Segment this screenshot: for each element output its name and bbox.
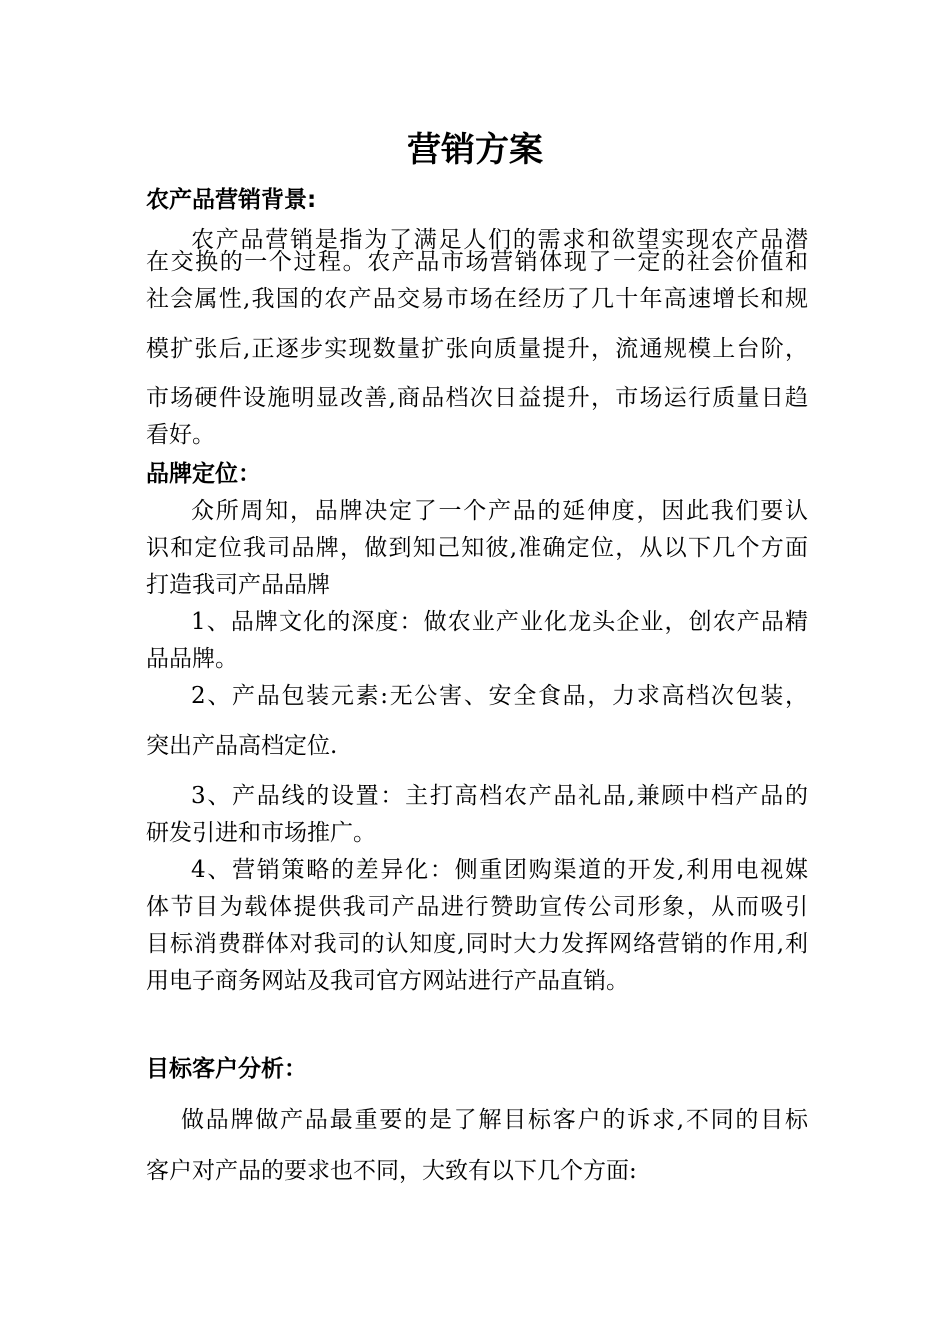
paragraph-line: 做品牌做产品最重要的是了解目标客户的诉求,不同的目标 [181, 1107, 808, 1133]
paragraph-line: 市场硬件设施明显改善,商品档次日益提升，市场运行质量日趋 [146, 385, 808, 411]
section-heading-background: 农产品营销背景: [146, 187, 317, 213]
list-item-line: 突出产品高档定位. [146, 733, 338, 759]
paragraph-line: 识和定位我司品牌，做到知己知彼,准确定位，从以下几个方面 [146, 535, 808, 561]
list-item-line: 目标消费群体对我司的认知度,同时大力发挥网络营销的作用,利 [146, 931, 808, 957]
paragraph-line: 客户对产品的要求也不同，大致有以下几个方面: [146, 1158, 637, 1184]
paragraph-line: 模扩张后,正逐步实现数量扩张向质量提升，流通规模上台阶， [146, 336, 808, 362]
paragraph-line: 看好。 [146, 422, 215, 448]
list-item-line: 用电子商务网站及我司官方网站进行产品直销。 [146, 968, 629, 994]
list-item-line: 研发引进和市场推广。 [146, 820, 376, 846]
list-item-line: 品品牌。 [146, 646, 238, 672]
section-heading-target-customers: 目标客户分析： [146, 1056, 307, 1082]
list-item-line: 体节目为载体提供我司产品进行赞助宣传公司形象，从而吸引 [146, 894, 808, 920]
list-item-line: 3、产品线的设置：主打高档农产品礼品,兼顾中档产品的 [191, 783, 808, 809]
paragraph-line: 农产品营销是指为了满足人们的需求和欲望实现农产品潜 [191, 227, 808, 253]
page-title: 营销方案 [407, 130, 543, 170]
paragraph-line: 打造我司产品品牌 [146, 572, 330, 598]
paragraph-line: 社会属性,我国的农产品交易市场在经历了几十年高速增长和规 [146, 286, 808, 312]
paragraph-line: 众所周知，品牌决定了一个产品的延伸度，因此我们要认 [191, 498, 808, 524]
list-item-line: 1、品牌文化的深度：做农业产业化龙头企业，创农产品精 [191, 609, 808, 635]
paragraph-line: 在交换的一个过程。农产品市场营销体现了一定的社会价值和 [146, 249, 808, 275]
list-item-line: 2、产品包装元素:无公害、安全食品，力求高档次包装， [191, 683, 808, 709]
list-item-line: 4、营销策略的差异化：侧重团购渠道的开发,利用电视媒 [191, 857, 808, 883]
section-heading-brand-positioning: 品牌定位： [146, 461, 261, 487]
